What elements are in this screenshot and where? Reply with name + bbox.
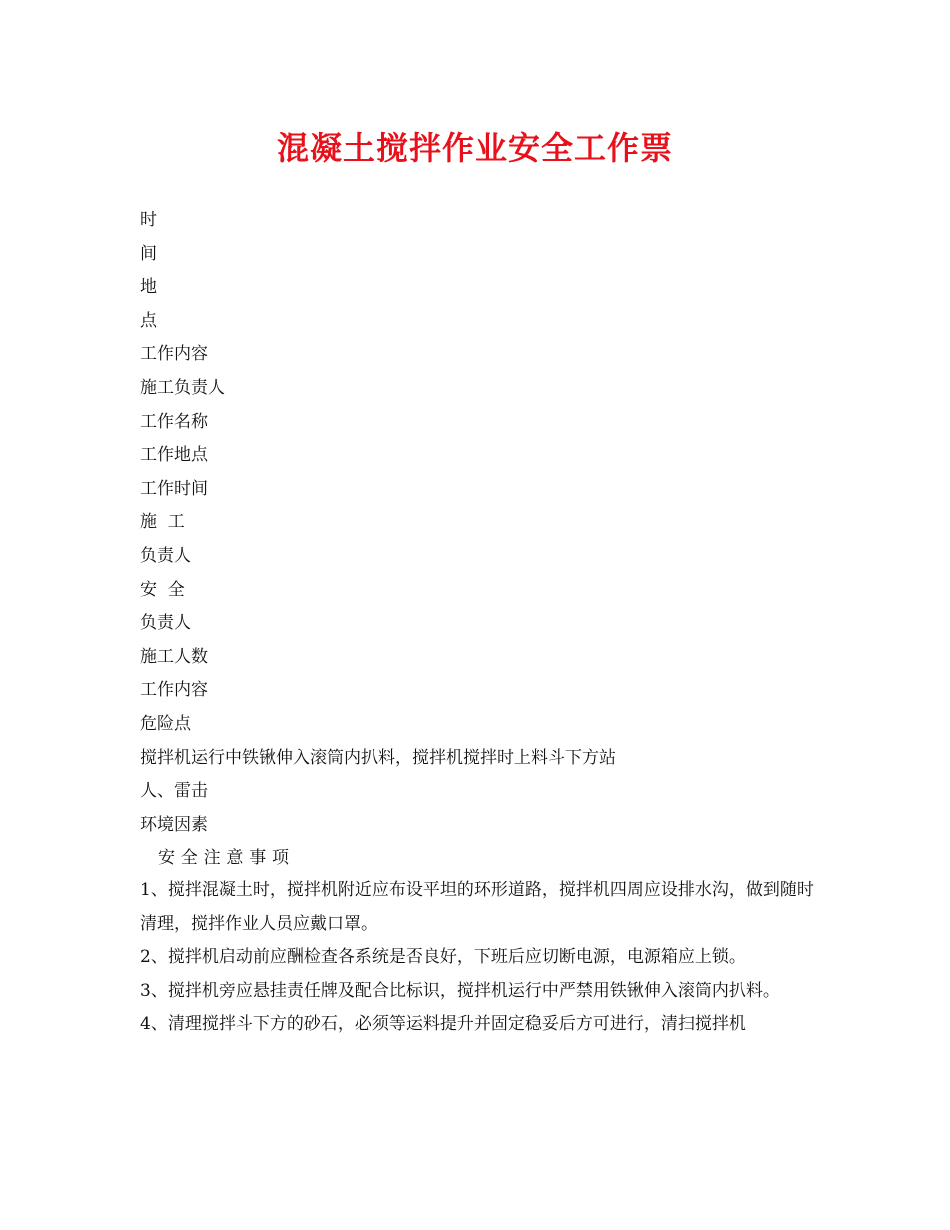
safety-note-1: 1、搅拌混凝土时，搅拌机附近应布设平坦的环形道路，搅拌机四周应设排水沟，做到随时清理，搅拌作业人员应戴口罩。 bbox=[140, 880, 814, 934]
field-hazards-label: 危险点 bbox=[140, 713, 191, 734]
field-safety-person-in-charge: 负责人 bbox=[140, 613, 191, 634]
notes-heading: 安 全 注 意 事 项 bbox=[158, 848, 290, 869]
field-work-name: 工作名称 bbox=[140, 411, 208, 432]
field-safety: 安 全 bbox=[140, 579, 185, 600]
document-title: 混凝土搅拌作业安全工作票 bbox=[276, 129, 673, 167]
field-time-1: 时 bbox=[140, 210, 157, 230]
safety-note-4: 4、清理搅拌斗下方的砂石，必须等运料提升并固定稳妥后方可进行，清扫搅拌机 bbox=[140, 1014, 746, 1035]
ticket-fields bbox=[140, 204, 820, 876]
field-worker-count: 施工人数 bbox=[140, 646, 208, 667]
field-construction-leader: 施工负责人 bbox=[140, 377, 225, 398]
field-work-time: 工作时间 bbox=[140, 478, 208, 499]
field-place-2: 点 bbox=[140, 310, 157, 331]
field-work-content-2: 工作内容 bbox=[140, 680, 208, 701]
safety-note-2: 2、搅拌机启动前应酬检查各系统是否良好，下班后应切断电源，电源箱应上锁。 bbox=[140, 947, 746, 968]
field-time-2: 间 bbox=[140, 243, 157, 264]
field-place-1: 地 bbox=[140, 277, 157, 298]
safety-note-3: 3、搅拌机旁应悬挂责任牌及配合比标识，搅拌机运行中严禁用铁锹伸入滚筒内扒料。 bbox=[140, 980, 780, 1001]
field-person-in-charge: 负责人 bbox=[140, 545, 191, 566]
field-hazards-text-2: 人、雷击 bbox=[140, 781, 208, 802]
field-construction: 施 工 bbox=[140, 512, 185, 533]
field-hazards-text-1: 搅拌机运行中铁锹伸入滚筒内扒料，搅拌机搅拌时上料斗下方站 bbox=[140, 747, 616, 768]
field-work-location: 工作地点 bbox=[140, 445, 208, 466]
safety-notes-list bbox=[140, 874, 820, 1042]
field-work-content: 工作内容 bbox=[140, 344, 208, 365]
field-environmental-factors: 环境因素 bbox=[140, 814, 208, 835]
